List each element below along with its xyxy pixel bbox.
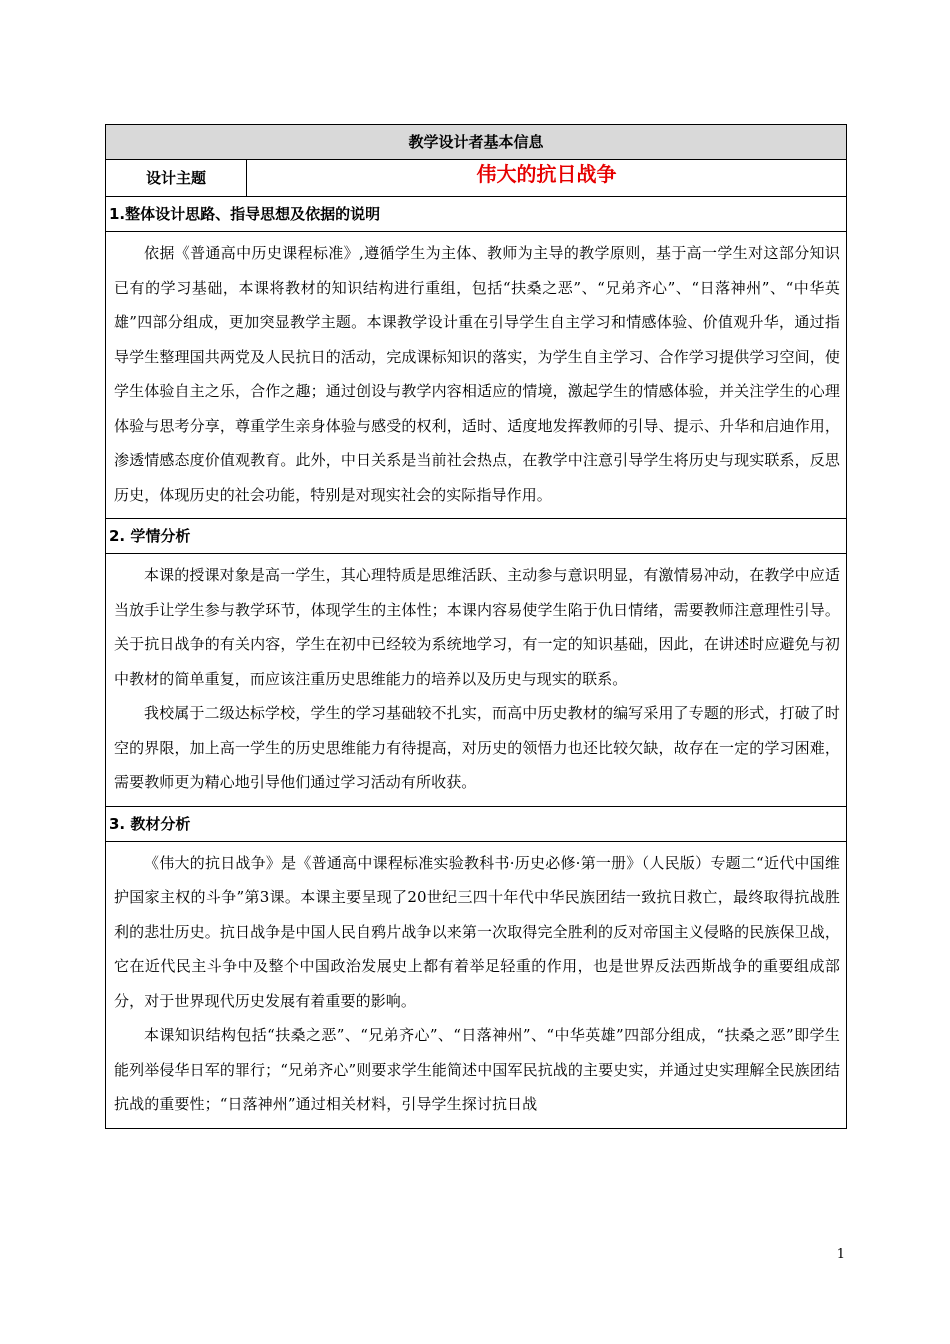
table-header-row — [106, 125, 847, 160]
section-3-heading-row — [106, 806, 847, 841]
section-2-heading-row — [106, 519, 847, 554]
paragraph: 依据《普通高中历史课程标准》,遵循学生为主体、教师为主导的教学原则，基于高一学生对这部分知识已有的学习基础，本课将教材的知识结构进行重组，包括“扶桑之恶”、“兄弟齐心”、“日落神州”、“中华英雄”四部分组成，更加突显教学主题。本课教学设计重在引导学生自主学习和情感体验、价值观升华，通过指导学生整理国共两党及人民抗日的活动，完成课标知识的落实，为学生自主学习、合作学习提供学习空间，使学生体验自主之乐，合作之趣；通过创设与教学内容相适应的情境，激起学生的情感体验，并关注学生的心理体验与思考分享，尊重学生亲身体验与感受的权利，适时、适度地发挥教师的引导、提示、升华和启迪作用，渗透情感态度价值观教育。此外，中日关系是当前社会热点，在教学中注意引导学生将历史与现实联系，反思历史，体现历史的社会功能，特别是对现实社会的实际指导作用。 — [114, 244, 841, 504]
section-heading-textbook-analysis: 3. 教材分析 — [106, 806, 847, 841]
section-3-body-row — [106, 841, 847, 1128]
section-body-textbook-analysis — [106, 841, 847, 1128]
paragraph: 本课知识结构包括“扶桑之恶”、“兄弟齐心”、“日落神州”、“中华英雄”四部分组成，“扶桑之恶”即学生能列举侵华日军的罪行；“兄弟齐心”则要求学生能简述中国军民抗战的主要史实，并通过史实理解全民族团结抗战的重要性；“日落神州”通过相关材料，引导学生探讨抗日战 — [114, 1026, 841, 1113]
section-1-body-row — [106, 232, 847, 519]
table-title: 教学设计者基本信息 — [106, 125, 847, 160]
paragraph: 《伟大的抗日战争》是《普通高中课程标准实验教科书·历史必修·第一册》（人民版）专题二“近代中国维护国家主权的斗争”第3课。本课主要呈现了20世纪三四十年代中华民族团结一致抗日救亡，最终取得抗战胜利的悲壮历史。抗日战争是中国人民自鸦片战争以来第一次取得完全胜利的反对帝国主义侵略的民族保卫战，它在近代民主斗争中及整个中国政治发展史上都有着举足轻重的作用，也是世界反法西斯战争的重要组成部分，对于世界现代历史发展有着重要的影响。 — [114, 853, 841, 1010]
page-number: 1 — [836, 1247, 845, 1262]
section-body-design-rationale — [106, 232, 847, 519]
section-2-body-row — [106, 554, 847, 807]
paragraph: 本课的授课对象是高一学生，其心理特质是思维活跃、主动参与意识明显，有激情易冲动，在教学中应适当放手让学生参与教学环节，体现学生的主体性；本课内容易使学生陷于仇日情绪，需要教师注意理性引导。关于抗日战争的有关内容，学生在初中已经较为系统地学习，有一定的知识基础，因此，在讲述时应避免与初中教材的简单重复，而应该注重历史思维能力的培养以及历史与现实的联系。 — [114, 566, 841, 688]
topic-row — [106, 160, 847, 197]
teaching-design-table — [105, 124, 847, 1129]
paragraph: 我校属于二级达标学校，学生的学习基础较不扎实，而高中历史教材的编写采用了专题的形式，打破了时空的界限，加上高一学生的历史思维能力有待提高，对历史的领悟力也还比较欠缺，故存在一定的学习困难，需要教师更为精心地引导他们通过学习活动有所收获。 — [114, 704, 841, 791]
section-heading-design-rationale: 1.整体设计思路、指导思想及依据的说明 — [106, 197, 847, 232]
section-1-heading-row — [106, 197, 847, 232]
topic-label: 设计主题 — [106, 160, 247, 197]
section-heading-student-analysis: 2. 学情分析 — [106, 519, 847, 554]
topic-value: 伟大的抗日战争 — [247, 160, 847, 197]
section-body-student-analysis — [106, 554, 847, 807]
